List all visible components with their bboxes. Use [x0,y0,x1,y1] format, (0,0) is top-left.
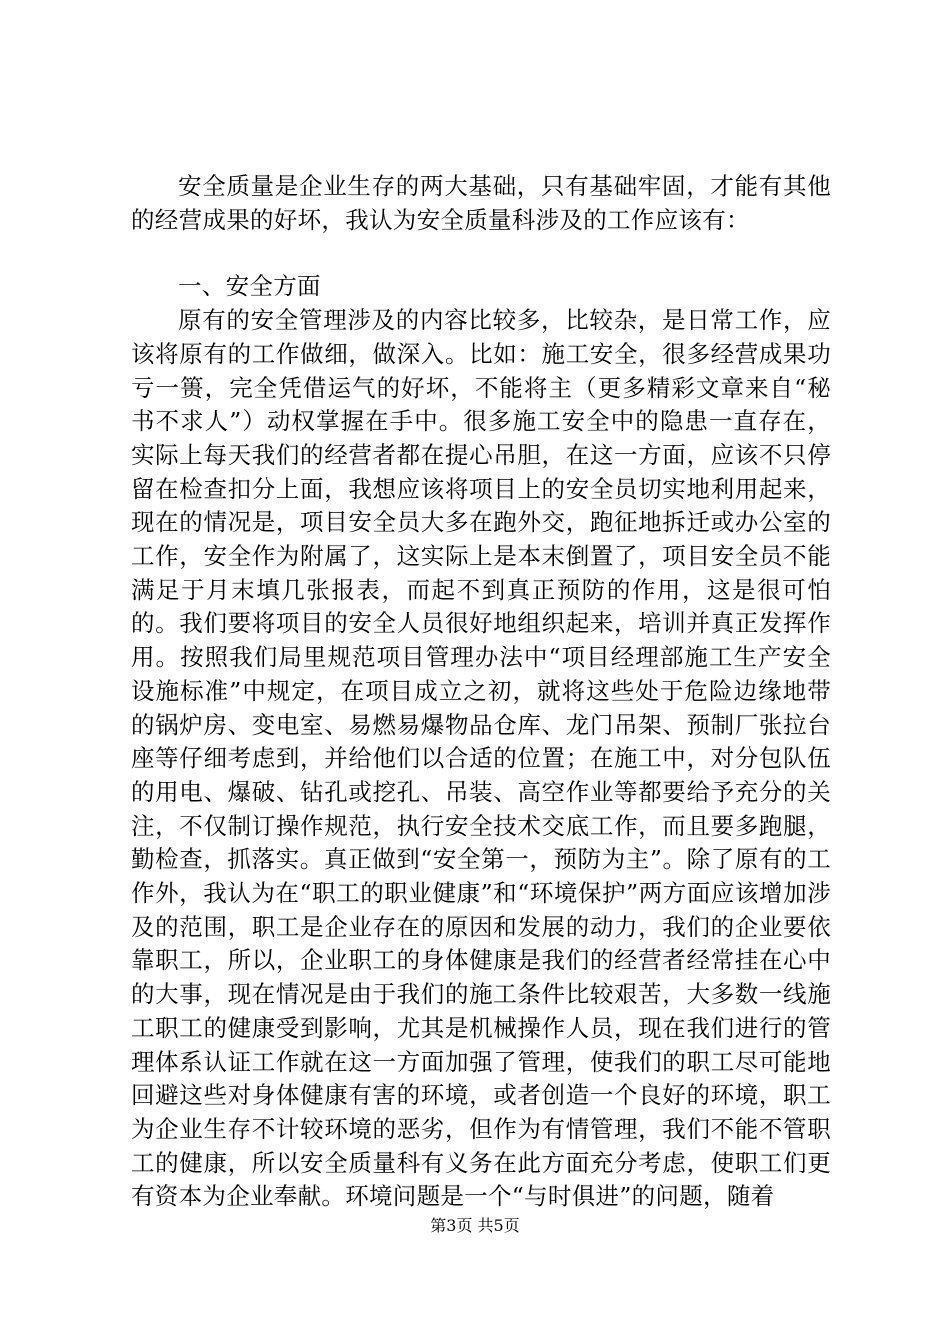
document-body [131,170,831,1214]
section-heading: 一、安全方面 [178,272,321,301]
body-paragraph: 原有的安全管理涉及的内容比较多，比较杂，是日常工作，应该将原有的工作做细，做深入。比如：施工安全，很多经营成果功亏一篑，完全凭借运气的好坏，不能将主（更多精彩文章来自“秘书不求人”）动权掌握在手中。很多施工安全中的隐患一直存在，实际上每天我们的经营者都在提心吊胆，在这一方面，应该不只停留在检查扣分上面，我想应该将项目上的安全员切实地利用起来，现在的情况是，项目安全员大多在跑外交，跑征地拆迁或办公室的工作，安全作为附属了，这实际上是本末倒置了，项目安全员不能满足于月末填几张报表，而起不到真正预防的作用，这是很可怕的。我们要将项目的安全人员很好地组织起来，培训并真正发挥作用。按照我们局里规范项目管理办法中“项目经理部施工生产安全设施标准”中规定，在项目成立之初，就将这些处于危险边缘地带的锅炉房、变电室、易燃易爆物品仓库、龙门吊架、预制厂张拉台座等仔细考虑到，并给他们以合适的位置；在施工中，对分包队伍的用电、爆破、钻孔或挖孔、吊装、高空作业等都要给予充分的关注，不仅制订操作规范，执行安全技术交底工作，而且要多跑腿，勤检查，抓落实。真正做到“安全第一，预防为主”。除了原有的工作外，我认为在“职工的职业健康”和“环境保护”两方面应该增加涉及的范围，职工是企业存在的原因和发展的动力，我们的企业要依靠职工，所以，企业职工的身体健康是我们的经营者经常挂在心中的大事，现在情况是由于我们的施工条件比较艰苦，大多数一线施工职工的健康受到影响，尤其是机械操作人员，现在我们进行的管理体系认证工作就在这一方面加强了管理，使我们的职工尽可能地回避这些对身体健康有害的环境，或者创造一个良好的环境，职工为企业生存不计较环境的恶劣，但作为有情管理，我们不能不管职工的健康，所以安全质量科有义务在此方面充分考虑，使职工们更有资本为企业奉献。环境问题是一个“与时俱进”的问题，随着 [131,306,831,1211]
intro-paragraph: 安全质量是企业生存的两大基础，只有基础牢固，才能有其他的经营成果的好坏，我认为安全质量科涉及的工作应该有： [131,172,831,234]
page-footer: 第3页 共5页 [430,1216,520,1235]
